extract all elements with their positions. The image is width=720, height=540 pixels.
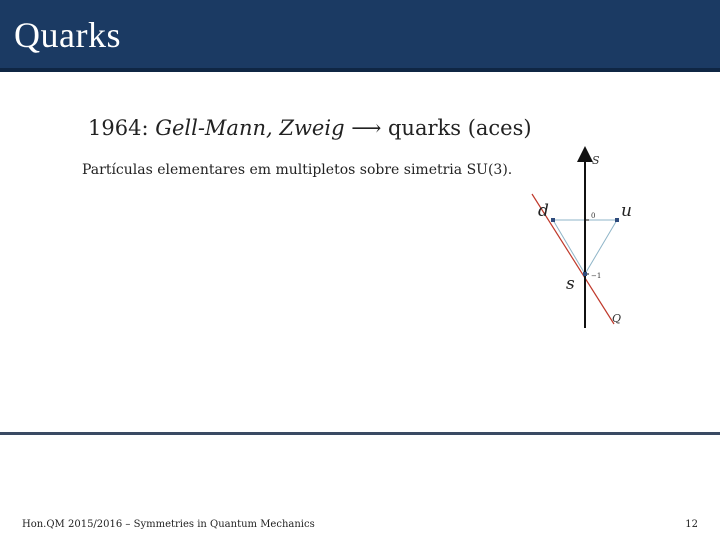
- footer-course: Hon.QM 2015/2016 – Symmetries in Quantum Mechanics: [22, 519, 315, 530]
- quark-d-point: [551, 218, 555, 222]
- s-axis-label: S: [592, 154, 600, 167]
- quark-u-point: [615, 218, 619, 222]
- quark-s-label: s: [566, 274, 575, 294]
- title-bar: [0, 0, 720, 72]
- heading-names: Gell-Mann, Zweig: [155, 116, 345, 140]
- page-number: 12: [685, 519, 698, 530]
- slide-title: Quarks: [14, 15, 121, 55]
- quark-d-label: d: [538, 201, 549, 221]
- quark-s-point: [583, 272, 587, 276]
- heading-arrow: ⟶: [344, 116, 388, 140]
- heading-quarks: quarks (aces): [387, 116, 532, 140]
- subtitle: Partículas elementares em multipletos sobre simetria SU(3).: [82, 162, 513, 178]
- tick-zero-label: 0: [591, 212, 596, 220]
- footer-divider: [0, 432, 720, 435]
- heading-year: 1964:: [88, 116, 156, 140]
- tick-minus-one-label: −1: [591, 272, 602, 280]
- quark-triplet-diagram: [520, 146, 650, 336]
- q-axis-label: Q: [612, 312, 622, 325]
- quark-u-label: u: [621, 201, 632, 221]
- main-heading: [88, 116, 532, 140]
